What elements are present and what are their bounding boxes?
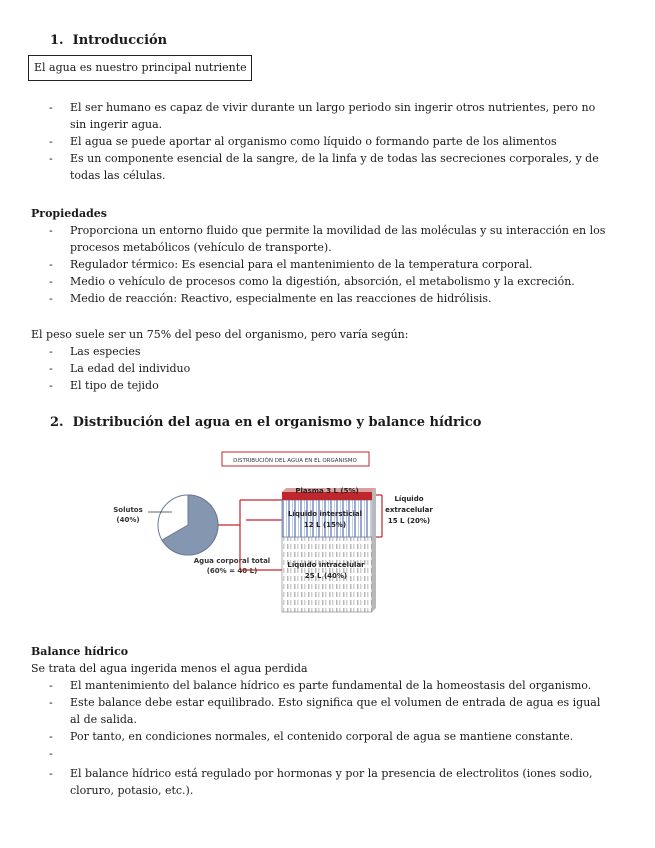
section-1-title: Introducción bbox=[72, 33, 168, 48]
balance-heading: Balance hídrico bbox=[31, 645, 129, 658]
properties-heading: Propiedades bbox=[31, 207, 107, 220]
balance-intro: Se trata del agua ingerida menos el agua perdida bbox=[31, 662, 308, 675]
list-item: - La edad del individuo bbox=[31, 360, 611, 377]
list-item: - Las especies bbox=[31, 343, 611, 360]
intracellular-label-2: 25 L (40%) bbox=[304, 572, 348, 580]
interstitial-label-2: 12 L (15%) bbox=[303, 521, 347, 529]
list-item: - Medio de reacción: Reactivo, especialmente en las reacciones de hidrólisis. bbox=[31, 290, 611, 307]
extracellular-label-2: extracelular bbox=[385, 506, 433, 514]
list-item: - Es un componente esencial de la sangre, de la linfa y de todas las secreciones corporales, y de todas las células. bbox=[31, 150, 611, 184]
balance-final-list bbox=[31, 765, 611, 799]
solutes-pct: (40%) bbox=[116, 516, 140, 524]
list-item: - Proporciona un entorno fluido que permite la movilidad de las moléculas y su interacción en los procesos metabólicos (vehículo de transporte). bbox=[31, 222, 611, 256]
list-item: - El mantenimiento del balance hídrico es parte fundamental de la homeostasis del organismo. bbox=[31, 677, 611, 694]
solutes-label: Solutos bbox=[113, 506, 143, 514]
list-item: - Regulador térmico: Es esencial para el mantenimiento de la temperatura corporal. bbox=[31, 256, 611, 273]
total-water-pct: (60% = 40 L) bbox=[206, 567, 258, 575]
total-water-label: Agua corporal total bbox=[193, 557, 271, 565]
balance-bullet-list bbox=[31, 677, 611, 762]
list-item: - El tipo de tejido bbox=[31, 377, 611, 394]
section-2-title: Distribución del agua en el organismo y balance hídrico bbox=[72, 415, 482, 430]
list-item: - Este balance debe estar equilibrado. Esto significa que el volumen de entrada de agua es igual al de salida. bbox=[31, 694, 611, 728]
interstitial-block bbox=[282, 500, 372, 537]
intracellular-label-1: Líquido intracelular bbox=[287, 561, 365, 569]
list-item: - El agua se puede aportar al organismo como líquido o formando parte de los alimentos bbox=[31, 133, 611, 150]
list-item: - Por tanto, en condiciones normales, el contenido corporal de agua se mantiene constante. bbox=[31, 728, 611, 745]
boxed-statement: El agua es nuestro principal nutriente bbox=[28, 55, 252, 81]
extracellular-label-3: 15 L (20%) bbox=[387, 517, 431, 525]
list-item: - Medio o vehículo de procesos como la digestión, absorción, el metabolismo y la excreción. bbox=[31, 273, 611, 290]
list-spacer bbox=[31, 745, 611, 762]
plasma-label: Plasma 3 L (5%) bbox=[295, 487, 359, 495]
block-depth-side bbox=[372, 488, 376, 612]
section-1-number: 1. bbox=[50, 33, 64, 48]
list-item: - El ser humano es capaz de vivir durante un largo periodo sin ingerir otros nutrientes, pero no sin ingerir agua. bbox=[31, 99, 611, 133]
interstitial-label-1: Líquido intersticial bbox=[287, 510, 363, 518]
extracellular-label-1: Líquido bbox=[394, 495, 424, 503]
figure-title: DISTRIBUCIÓN DEL AGUA EN EL ORGANISMO bbox=[233, 458, 357, 464]
weight-intro: El peso suele ser un 75% del peso del organismo, pero varía según: bbox=[31, 328, 409, 341]
section-2-number: 2. bbox=[50, 415, 64, 430]
list-item: - El balance hídrico está regulado por hormonas y por la presencia de electrolitos (iones sodio, cloruro, potasio, etc.). bbox=[31, 765, 611, 799]
